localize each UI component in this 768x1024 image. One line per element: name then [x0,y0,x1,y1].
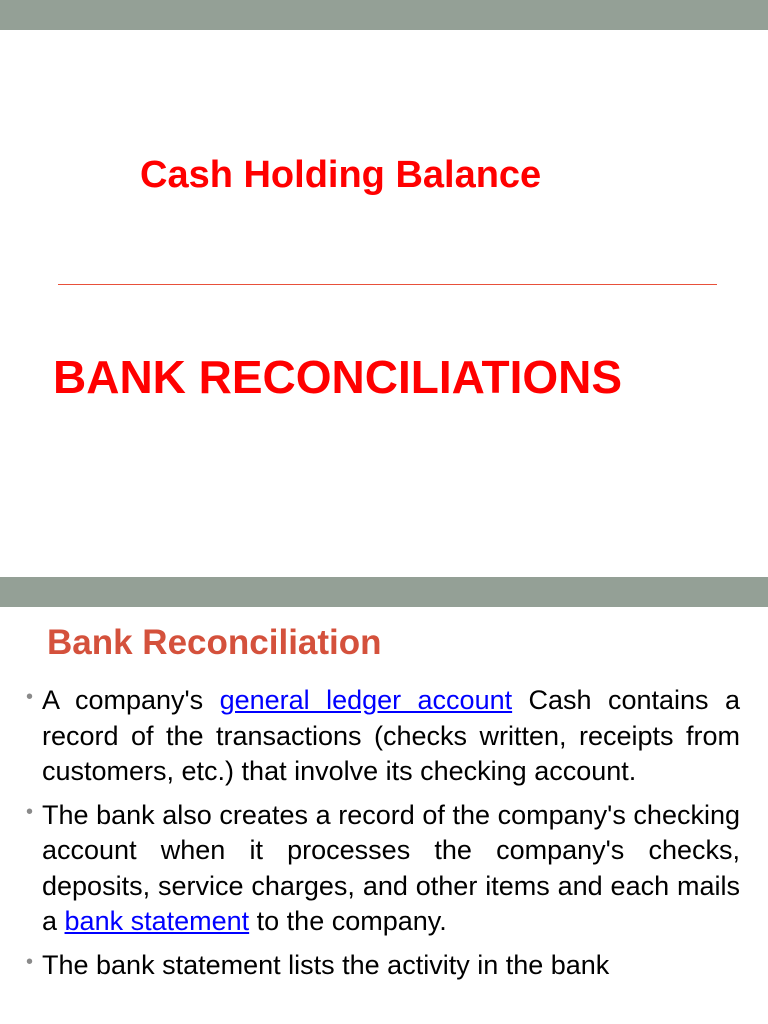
bullet-text: The bank also creates a record of the company's checking account when it processes the company's checks, deposits, service charges, and other items and each mails a [42,799,740,936]
section-heading: Bank Reconciliation [47,623,382,662]
bullet-dot-icon: • [26,686,34,708]
bullet-item [26,798,740,940]
bullet-list [26,683,740,991]
bullet-dot-icon: • [26,800,34,823]
bank-statement-link[interactable]: bank statement [64,906,250,936]
bullet-text: Cash contains a record of the transactions (checks written, receipts from customers, etc.) that involve its checking account. [42,685,740,786]
bullet-text: A company's [42,685,220,715]
bullet-text: The bank statement lists the activity in the bank [42,949,610,980]
general-ledger-account-link[interactable]: general ledger account [219,685,513,715]
top-bar [0,0,768,30]
bullet-item [26,948,740,984]
bullet-item [26,683,740,790]
section-bar [0,577,768,607]
slide-title: BANK RECONCILIATIONS [53,351,623,403]
bullet-dot-icon: • [26,950,34,973]
slide-subtitle: Cash Holding Balance [140,154,542,196]
bullet-text: to the company. [249,906,447,936]
divider-line [58,284,717,285]
content-slide [0,577,768,1024]
